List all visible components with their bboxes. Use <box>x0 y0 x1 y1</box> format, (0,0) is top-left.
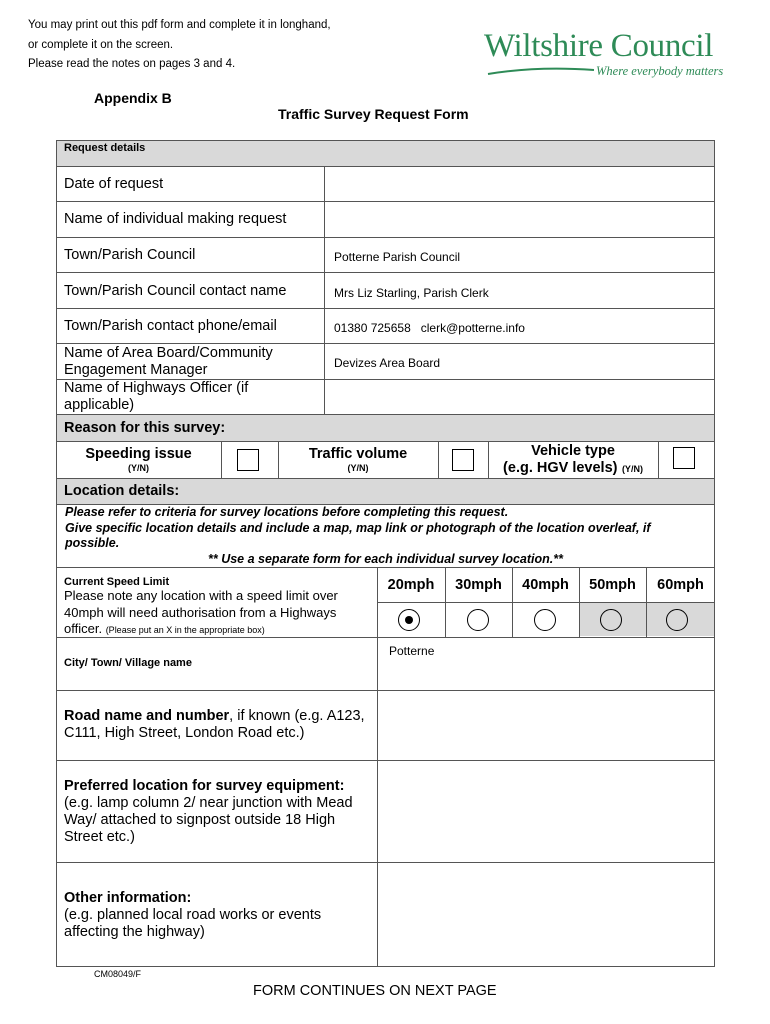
preferred-label-bold: Preferred location for survey equipment: <box>64 778 345 794</box>
preferred-field[interactable] <box>378 761 714 862</box>
speed-option-50: 50mph <box>589 577 636 593</box>
divider <box>56 637 715 638</box>
other-label-bold: Other information: <box>64 890 192 906</box>
road-label-rest: , if known (e.g. A123, C111, High Street, London Road etc.) <box>64 708 365 741</box>
location-note-separate: ** Use a separate form for each individual survey location.** <box>208 551 563 566</box>
area-board-field[interactable]: Devizes Area Board <box>334 356 441 370</box>
location-header: Location details: <box>64 483 180 499</box>
contact-name-label: Town/Parish Council contact name <box>64 283 287 299</box>
request-header: Request details <box>64 142 146 154</box>
speed-option-20: 20mph <box>387 577 435 593</box>
date-field[interactable] <box>325 167 714 201</box>
divider <box>56 441 715 442</box>
divider <box>56 308 715 309</box>
speed-radio-60[interactable] <box>666 609 688 631</box>
road-field[interactable] <box>378 691 714 760</box>
council-logo-tagline: Where everybody matters <box>596 64 724 78</box>
traffic-volume-label: Traffic volume <box>308 446 408 462</box>
other-field[interactable] <box>378 863 714 966</box>
vehicle-type-label: Vehicle type <box>531 443 615 459</box>
requester-name-label: Name of individual making request <box>64 211 287 227</box>
vehicle-type-yn: (Y/N) <box>621 464 643 474</box>
speeding-checkbox[interactable] <box>237 449 259 471</box>
continues-note: FORM CONTINUES ON NEXT PAGE <box>253 983 497 999</box>
requester-name-field[interactable] <box>325 202 714 236</box>
form-code: CM08049/F <box>94 969 142 979</box>
highways-officer-field[interactable] <box>325 380 714 414</box>
location-note-criteria: Please refer to criteria for survey locations before completing this request. <box>65 505 509 519</box>
speeding-label: Speeding issue <box>85 446 192 462</box>
road-label <box>64 708 369 742</box>
intro-line-2: or complete it on the screen. <box>28 39 174 51</box>
divider <box>56 272 715 273</box>
area-board-label: Name of Area Board/Community Engagement Manager <box>64 345 273 378</box>
intro-line-1: You may print out this pdf form and complete it in longhand, <box>28 19 331 31</box>
date-label: Date of request <box>64 176 164 192</box>
form-title: Traffic Survey Request Form <box>278 106 469 122</box>
divider <box>56 237 715 238</box>
speed-radio-50[interactable] <box>600 609 622 631</box>
divider <box>56 343 715 344</box>
highways-officer-label: Name of Highways Officer (if applicable) <box>64 380 249 413</box>
speed-limit-hint: (Please put an X in the appropriate box) <box>105 625 265 635</box>
speed-radio-20[interactable] <box>398 609 420 631</box>
other-label-rest: (e.g. planned local road works or events affecting the highway) <box>64 907 322 940</box>
divider <box>438 441 439 478</box>
road-label-bold: Road name and number <box>64 708 230 724</box>
preferred-label <box>64 778 369 846</box>
other-label <box>64 890 369 941</box>
speed-limit-desc <box>64 588 369 639</box>
preferred-label-rest: (e.g. lamp column 2/ near junction with Mead Way/ attached to signpost outside 18 High Street etc.) <box>64 795 353 845</box>
divider <box>56 567 715 568</box>
divider <box>658 441 659 478</box>
intro-line-3: Please read the notes on pages 3 and 4. <box>28 58 236 70</box>
city-field[interactable]: Potterne <box>389 644 435 658</box>
appendix-label: Appendix B <box>94 90 172 106</box>
request-header-bg <box>57 141 714 167</box>
location-note-details: Give specific location details and include a map, map link or photograph of the location overleaf, if possible. <box>65 520 651 550</box>
speed-radio-30[interactable] <box>467 609 489 631</box>
council-field[interactable]: Potterne Parish Council <box>334 250 461 264</box>
divider <box>221 441 222 478</box>
vehicle-type-example: (e.g. HGV levels) <box>503 460 618 476</box>
traffic-volume-checkbox[interactable] <box>452 449 474 471</box>
vehicle-type-sub <box>488 459 658 477</box>
reason-header: Reason for this survey: <box>64 420 226 436</box>
speed-limit-note: Please note any location with a speed limit over 40mph will need authorisation from a Highways officer. <box>64 588 338 636</box>
speed-option-30: 30mph <box>455 577 502 593</box>
speed-option-40: 40mph <box>522 577 569 593</box>
contact-phone-label: Town/Parish contact phone/email <box>64 318 277 334</box>
speed-limit-title: Current Speed Limit <box>64 576 170 588</box>
logo-swoosh-icon <box>486 64 596 78</box>
contact-phone-field[interactable]: 01380 725658 clerk@potterne.info <box>334 321 525 335</box>
council-label: Town/Parish Council <box>64 247 196 263</box>
contact-name-field[interactable]: Mrs Liz Starling, Parish Clerk <box>334 286 489 300</box>
speed-radio-40[interactable] <box>534 609 556 631</box>
vehicle-type-checkbox[interactable] <box>673 447 695 469</box>
council-logo-name: Wiltshire Council <box>484 28 714 64</box>
city-label: City/ Town/ Village name <box>64 657 192 669</box>
speed-option-60: 60mph <box>657 577 704 593</box>
speeding-yn: (Y/N) <box>128 463 149 473</box>
traffic-volume-yn: (Y/N) <box>347 463 369 473</box>
